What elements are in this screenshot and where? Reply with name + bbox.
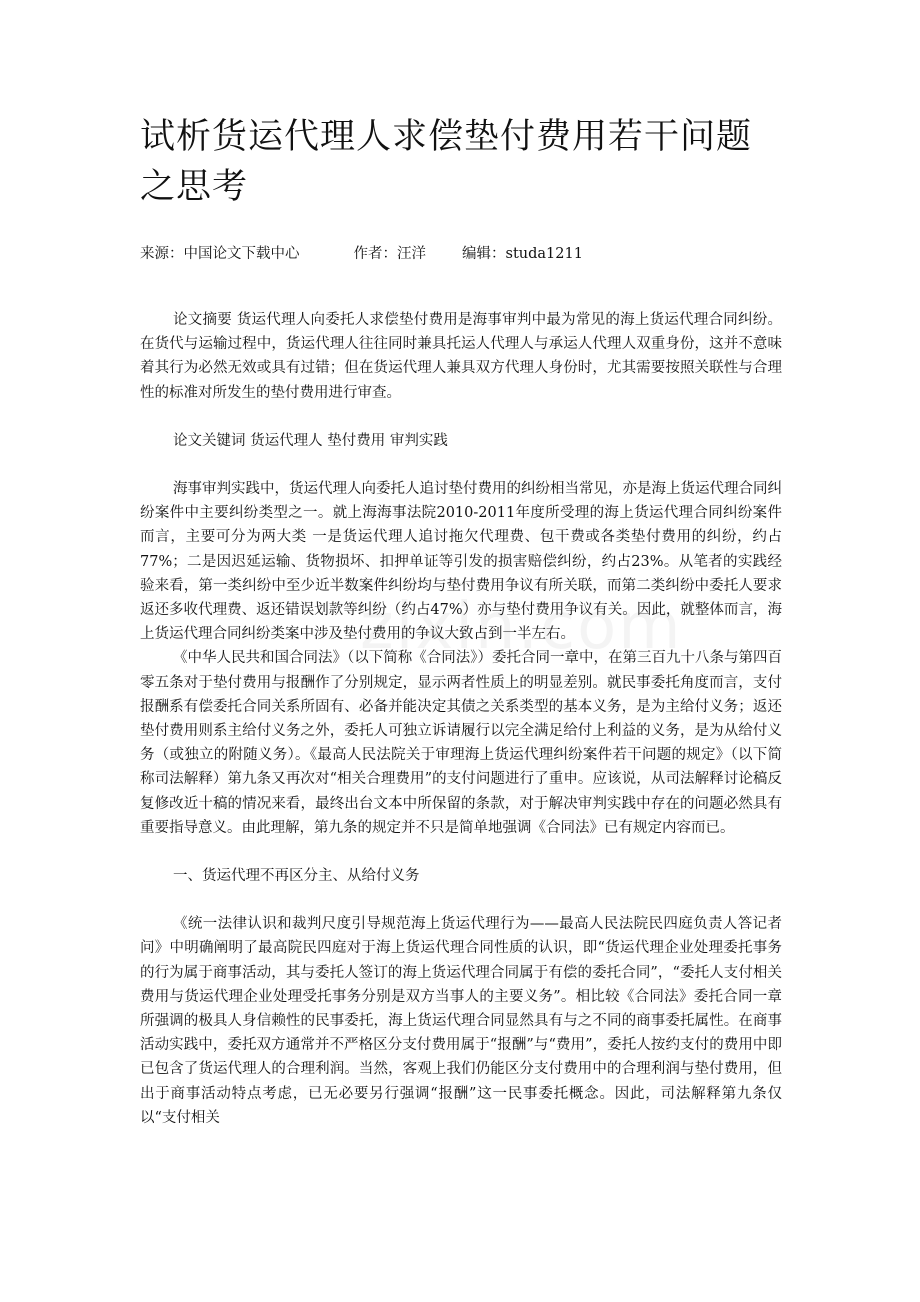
document-page <box>140 112 782 1130</box>
document-meta <box>140 242 782 266</box>
section-paragraph: 《统一法律认识和裁判尺度引导规范海上货运代理行为——最高人民法院民四庭负责人答记者问》中明确阐明了最高院民四庭对于海上货运代理合同性质的认识，即“货运代理企业处理委托事务的行为属于商事活动，其与委托人签订的海上货运代理合同属于有偿的委托合同”，“委托人支付相关费用与货运代理企业处理受托事务分别是双方当事人的主要义务”。相比较《合同法》委托合同一章所强调的极具人身信赖性的民事委托，海上货运代理合同显然具有与之不同的商事委托属性。在商事活动实践中，委托双方通常并不严格区分支付费用属于“报酬”与“费用”，委托人按约支付的费用中即已包含了货运代理人的合理利润。当然，客观上我们仍能区分支付费用中的合理利润与垫付费用，但出于商事活动特点考虑，已无必要另行强调“报酬”这一民事委托概念。因此，司法解释第九条仅以“支付相关 <box>140 916 782 1126</box>
meta-source: 来源：中国论文下载中心 <box>140 246 300 262</box>
document-title: 试析货运代理人求偿垫付费用若干问题之思考 <box>140 117 753 207</box>
meta-author: 作者：汪洋 <box>353 246 426 262</box>
body-paragraph-1: 海事审判实践中，货运代理人向委托人追讨垫付费用的纠纷相当常见，亦是海上货运代理合同纠纷案件中主要纠纷类型之一。就上海海事法院2010-2011年度所受理的海上货运代理合同纠纷案件而言，主要可分为两大类 一是货运代理人追讨拖欠代理费、包干费或各类垫付费用的纠纷，约占77%；二是因迟延运输、货物损坏、扣押单证等引发的损害赔偿纠纷，约占23%。从笔者的实践经验来看，第一类纠纷中至少近半数案件纠纷均与垫付费用争议有所关联，而第二类纠纷中委托人要求返还多收代理费、返还错误划款等纠纷（约占47%）亦与垫付费用争议有关。因此，就整体而言，海上货运代理合同纠纷类案中涉及垫付费用的争议大致占到一半左右。 <box>140 481 782 643</box>
section-heading: 一、货运代理不再区分主、从给付义务 <box>173 868 420 885</box>
meta-editor: 编辑：studa1211 <box>462 246 583 262</box>
keywords-paragraph: 论文关键词 货运代理人 垫付费用 审判实践 <box>173 432 448 449</box>
abstract-paragraph: 论文摘要 货运代理人向委托人求偿垫付费用是海事审判中最为常见的海上货运代理合同纠纷。在货代与运输过程中，货运代理人往往同时兼具托运人代理人与承运人代理人双重身份，这并不意味着其行为必然无效或具有过错；但在货运代理人兼具双方代理人身份时，尤其需要按照关联性与合理性的标准对所发生的垫付费用进行审查。 <box>140 312 782 401</box>
body-paragraph-2: 《中华人民共和国合同法》（以下简称《合同法》）委托合同一章中，在第三百九十八条与第四百零五条对于垫付费用与报酬作了分别规定，显示两者性质上的明显差别。就民事委托角度而言，支付报酬系有偿委托合同关系所固有、必备并能决定其债之关系类型的基本义务，是为主给付义务；返还垫付费用则系主给付义务之外，委托人可独立诉请履行以完全满足给付上利益的义务，是为从给付义务（或独立的附随义务）。《最高人民法院关于审理海上货运代理纠纷案件若干问题的规定》（以下简称司法解释）第九条又再次对“相关合理费用”的支付问题进行了重申。应该说，从司法解释讨论稿反复修改近十稿的情况来看，最终出台文本中所保留的条款，对于解决审判实践中存在的问题必然具有重要指导意义。由此理解，第九条的规定并不只是简单地强调《合同法》已有规定内容而已。 <box>140 650 782 836</box>
